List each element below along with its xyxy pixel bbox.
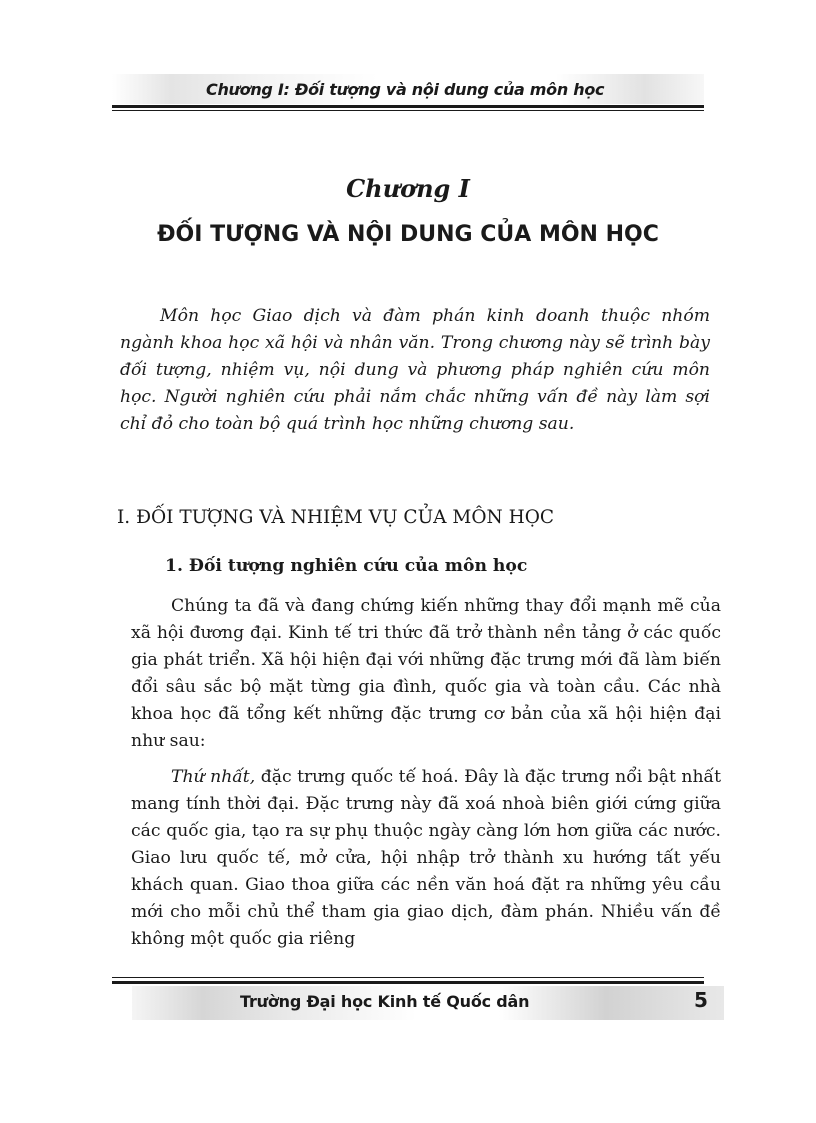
section-heading: I. ĐỐI TƯỢNG VÀ NHIỆM VỤ CỦA MÔN HỌC	[117, 507, 555, 528]
chapter-intro: Môn học Giao dịch và đàm phán kinh doanh thuộc nhóm ngành khoa học xã hội và nhân văn. Trong chương này sẽ trình bày đối tượng, nhiệm vụ, nội dung và phương pháp nghiên cứu môn học. Người nghiên cứu phải nắm chắc những vấn đề này làm sợi chỉ đỏ cho toàn bộ quá trình học những chương sau.	[120, 306, 710, 434]
running-header: Chương I: Đối tượng và nội dung của môn học	[206, 80, 605, 99]
header-rule-thin	[112, 110, 704, 111]
chapter-title: ĐỐI TƯỢNG VÀ NỘI DUNG CỦA MÔN HỌC	[157, 222, 659, 247]
subsection-heading: 1. Đối tượng nghiên cứu của môn học	[165, 556, 528, 576]
footer-rule-thick	[112, 981, 704, 984]
paragraph-text: đặc trưng quốc tế hoá. Đây là đặc trưng nổi bật nhất mang tính thời đại. Đặc trưng này đã xoá nhoà biên giới cứng giữa các quốc gia, tạo ra sự phụ thuộc ngày càng lớn hơn giữa các nước. Giao lưu quốc tế, mở cửa, hội nhập trở thành xu hướng tất yếu khách quan. Giao thoa giữa các nền văn hoá đặt ra những yêu cầu mới cho mỗi chủ thể tham gia giao dịch, đàm phán. Nhiều vấn đề không một quốc gia riêng	[131, 767, 721, 949]
body-paragraph: Chúng ta đã và đang chứng kiến những thay đổi mạnh mẽ của xã hội đương đại. Kinh tế tri thức đã trở thành nền tảng ở các quốc gia phát triển. Xã hội hiện đại với những đặc trưng mới đã làm biến đổi sâu sắc bộ mặt từng gia đình, quốc gia và toàn cầu. Các nhà khoa học đã tổng kết những đặc trưng cơ bản của xã hội hiện đại như sau:	[131, 596, 721, 751]
body-paragraph	[131, 764, 721, 953]
header-rule-thick	[112, 105, 704, 108]
footer-institution: Trường Đại học Kinh tế Quốc dân	[240, 992, 530, 1011]
page-number: 5	[694, 988, 708, 1012]
footer-rule-thin	[112, 977, 704, 978]
paragraph-lead-word: Thứ nhất,	[171, 767, 256, 787]
chapter-label: Chương I	[346, 174, 470, 203]
